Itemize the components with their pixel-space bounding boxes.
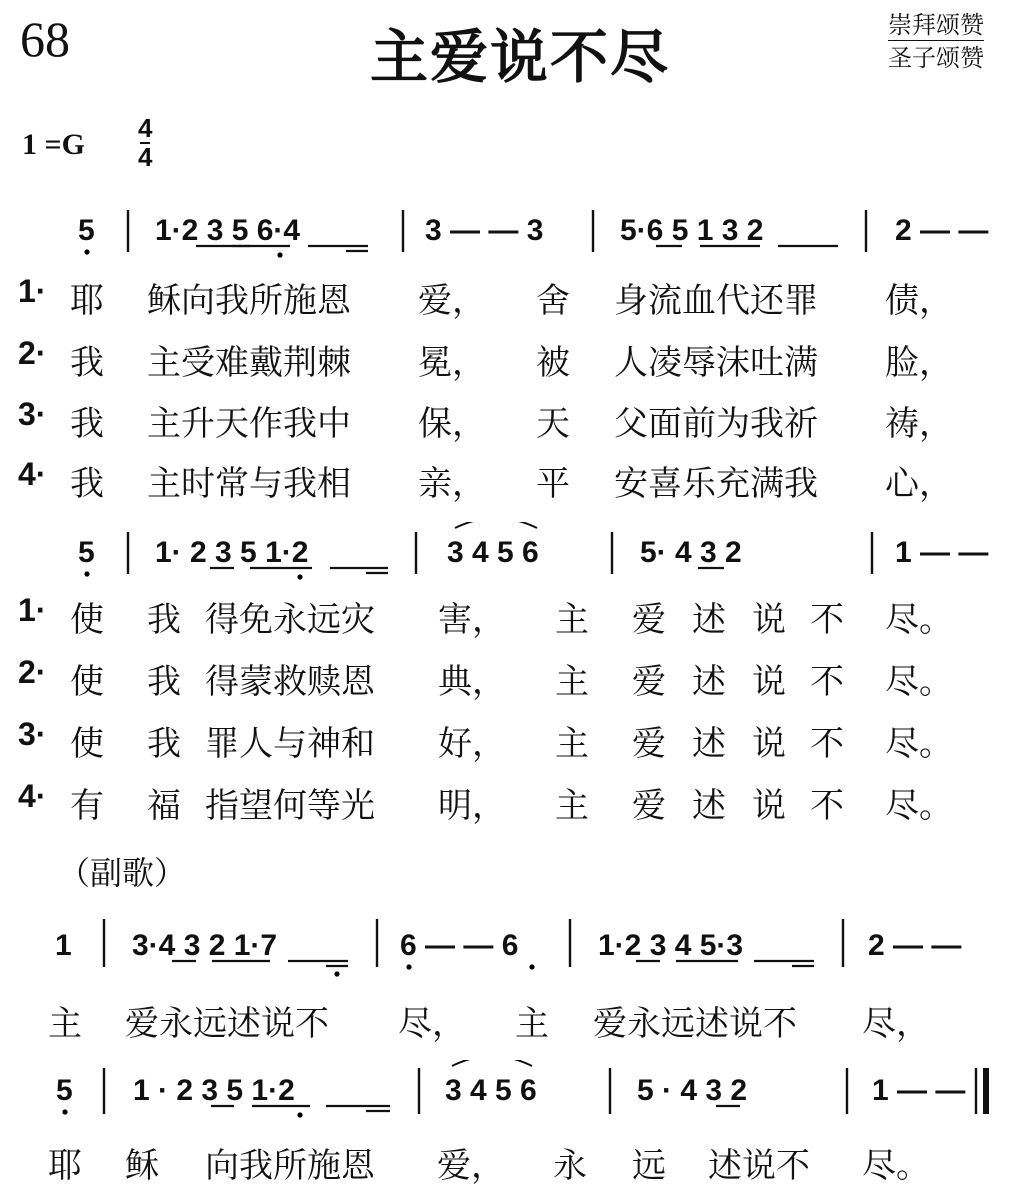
staff-line-1	[0, 200, 1027, 280]
key-signature: 1 =G	[22, 128, 85, 161]
syllable: 尽。	[885, 662, 953, 702]
staff4-measure-2: 3 4 5 6	[445, 1074, 537, 1107]
staff2-measure-3: 5· 4 3 2	[640, 536, 742, 569]
verse-number: 2·	[18, 335, 47, 371]
lyrics-line1-verse2	[0, 335, 1027, 387]
syllable: 尽，	[398, 1004, 466, 1044]
syllable: 尽。	[885, 600, 953, 640]
staff3-pickup: 1	[55, 929, 72, 962]
syllable: 保，	[418, 404, 486, 444]
syllable: 尽。	[862, 1146, 930, 1186]
staff1-measure-2: 3 — — 3	[425, 214, 544, 247]
staff4-measure-4: 1 — —	[872, 1074, 966, 1107]
syllable: 不	[810, 786, 844, 826]
syllable: 脸，	[885, 343, 953, 383]
syllable: 得蒙救赎恩	[205, 662, 375, 702]
staff3-measure-2: 6 — — 6	[400, 929, 519, 962]
syllable: 被	[536, 343, 570, 383]
verse-number: 3·	[18, 396, 47, 432]
syllable: 耶	[70, 281, 104, 321]
syllable: 祷，	[885, 404, 953, 444]
syllable: 我	[70, 404, 104, 444]
syllable: 爱永远述说不	[125, 1004, 329, 1044]
staff1-measure-1: 1·2 3 5 6·4	[155, 214, 301, 247]
syllable: 稣	[125, 1146, 159, 1186]
syllable: 远	[632, 1146, 666, 1186]
syllable: 罪人与神和	[205, 724, 375, 764]
syllable: 主时常与我相	[147, 464, 351, 504]
time-signature	[138, 115, 152, 171]
syllable: 好，	[438, 724, 506, 764]
syllable: 我	[70, 343, 104, 383]
lyrics-line2-verse2	[0, 654, 1027, 706]
lyrics-line4	[0, 1138, 1027, 1190]
lyrics-line1-verse4	[0, 456, 1027, 508]
syllable: 心，	[885, 464, 953, 504]
syllable: 典，	[438, 662, 506, 702]
staff3-measure-4: 2 — —	[868, 929, 962, 962]
syllable: 尽，	[862, 1004, 930, 1044]
staff1-pickup: 5	[78, 214, 95, 247]
syllable: 主受难戴荆棘	[147, 343, 351, 383]
staff3-measure-1: 3·4 3 2 1·7	[132, 929, 278, 962]
syllable: 得免永远灾	[205, 600, 375, 640]
category-worship: 崇拜颂赞	[888, 11, 984, 39]
syllable: 害，	[438, 600, 506, 640]
syllable: 主	[555, 600, 589, 640]
syllable: 安喜乐充满我	[614, 464, 818, 504]
syllable: 明，	[438, 786, 506, 826]
syllable: 爱	[632, 786, 666, 826]
syllable: 说	[752, 662, 786, 702]
staff-line-2	[0, 522, 1027, 602]
staff1-measure-3: 5·6 5 1 3 2	[620, 214, 764, 247]
syllable: 向我所施恩	[205, 1146, 375, 1186]
syllable: 使	[70, 662, 104, 702]
time-signature-top: 4	[138, 113, 153, 143]
syllable: 不	[810, 600, 844, 640]
syllable: 使	[70, 600, 104, 640]
lyrics-line1-verse1	[0, 273, 1027, 325]
hymn-title: 主爱说不尽	[370, 23, 671, 91]
lyrics-line2-verse4	[0, 778, 1027, 830]
syllable: 不	[810, 662, 844, 702]
syllable: 爱，	[418, 281, 486, 321]
syllable: 天	[536, 404, 570, 444]
verse-number: 1·	[18, 273, 47, 309]
syllable: 不	[810, 724, 844, 764]
syllable: 述说不	[708, 1146, 810, 1186]
staff4-pickup: 5	[56, 1074, 73, 1107]
syllable: 主	[515, 1004, 549, 1044]
staff2-pickup: 5	[78, 536, 95, 569]
syllable: 爱	[632, 600, 666, 640]
syllable: 指望何等光	[205, 786, 375, 826]
staff2-measure-1: 1· 2 3 5 1·2	[155, 536, 309, 569]
syllable: 有	[70, 786, 104, 826]
verse-number: 4·	[18, 778, 47, 814]
syllable: 说	[752, 600, 786, 640]
syllable: 舍	[536, 281, 570, 321]
syllable: 爱，	[437, 1146, 505, 1186]
syllable: 爱永远述说不	[593, 1004, 797, 1044]
time-signature-bottom: 4	[138, 142, 153, 172]
syllable: 我	[70, 464, 104, 504]
syllable: 主	[48, 1004, 82, 1044]
verse-number: 4·	[18, 456, 47, 492]
lyrics-line2-verse3	[0, 716, 1027, 768]
syllable: 主	[555, 724, 589, 764]
hymn-number: 68	[20, 11, 70, 67]
category-son: 圣子颂赞	[888, 44, 984, 72]
staff4-measure-1: 1 · 2 3 5 1·2	[133, 1074, 295, 1107]
verse-number: 1·	[18, 592, 47, 628]
staff-line-4	[0, 1060, 1027, 1140]
staff-line-3	[0, 915, 1027, 995]
staff2-measure-2: 3 4 5 6	[447, 536, 539, 569]
syllable: 尽。	[885, 724, 953, 764]
verse-number: 2·	[18, 654, 47, 690]
syllable: 主	[555, 786, 589, 826]
syllable: 爱	[632, 662, 666, 702]
lyrics-line2-verse1	[0, 592, 1027, 644]
lyrics-line3	[0, 996, 1027, 1048]
syllable: 尽。	[885, 786, 953, 826]
staff2-measure-4: 1 — —	[895, 536, 989, 569]
syllable: 主	[555, 662, 589, 702]
syllable: 述	[692, 662, 726, 702]
staff4-measure-3: 5 · 4 3 2	[637, 1074, 748, 1107]
syllable: 平	[536, 464, 570, 504]
staff1-measure-4: 2 — —	[895, 214, 989, 247]
lyrics-line1-verse3	[0, 396, 1027, 448]
syllable: 人凌辱沫吐满	[614, 343, 818, 383]
syllable: 使	[70, 724, 104, 764]
syllable: 福	[147, 786, 181, 826]
syllable: 耶	[48, 1146, 82, 1186]
syllable: 身流血代还罪	[614, 281, 818, 321]
syllable: 述	[692, 600, 726, 640]
syllable: 主升天作我中	[147, 404, 351, 444]
syllable: 说	[752, 724, 786, 764]
syllable: 父面前为我祈	[614, 404, 818, 444]
syllable: 我	[147, 600, 181, 640]
chorus-label: （副歌）	[58, 854, 187, 892]
verse-number: 3·	[18, 716, 47, 752]
syllable: 说	[752, 786, 786, 826]
syllable: 述	[692, 724, 726, 764]
staff3-measure-3: 1·2 3 4 5·3	[598, 929, 744, 962]
syllable: 述	[692, 786, 726, 826]
syllable: 亲，	[418, 464, 486, 504]
syllable: 债，	[885, 281, 953, 321]
syllable: 我	[147, 724, 181, 764]
syllable: 稣向我所施恩	[147, 281, 351, 321]
syllable: 我	[147, 662, 181, 702]
syllable: 冕，	[418, 343, 486, 383]
syllable: 永	[553, 1146, 587, 1186]
syllable: 爱	[632, 724, 666, 764]
